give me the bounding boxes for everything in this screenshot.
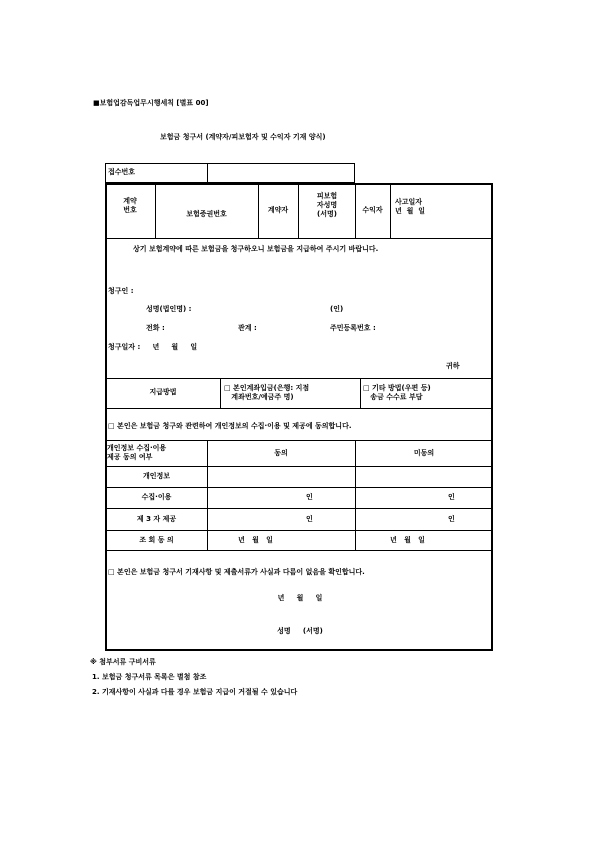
policy-no-label: 보험증권번호	[186, 210, 227, 218]
payment-method-label: 지급방법	[149, 388, 177, 396]
form-title: 보험금 청구서 (계약자/피보험자 및 수익자 기재 양식)	[160, 133, 326, 141]
contract-no-label: 계약 번호	[123, 197, 137, 214]
claimant-name-label: 성명(법인명) :	[146, 305, 192, 313]
consent-statement: □ 본인은 보험금 청구와 관련하여 개인정보의 수집·이용 및 제공에 동의합니다.	[108, 422, 352, 430]
consent-row-label: 개인정보	[142, 472, 171, 480]
claim-statement: 상기 보험계약에 따른 보험금을 청구하오니 보험금을 지급하여 주시기 바랍니다.	[133, 245, 379, 253]
confirm-statement: □ 본인은 보험금 청구서 기재사항 및 제출서류가 사실과 다름이 없음을 확인합니다.	[108, 568, 365, 576]
claimant-seal-label: (인)	[330, 305, 344, 313]
footer-note-title: ※ 첨부서류 구비서류	[90, 658, 156, 666]
consent-seal-agree[interactable]: 인	[306, 515, 313, 523]
claimant-relation-label: 관계 :	[238, 324, 257, 332]
footer-note: 2. 기재사항이 사실과 다를 경우 보험금 지급이 거절될 수 있습니다	[92, 688, 298, 696]
payment-option-account[interactable]: □ 본인계좌입금(은행: 지점 계좌번호/예금주 명)	[224, 384, 310, 401]
consent-row-label: 조 회 동 의	[139, 536, 174, 544]
consent-date-agree[interactable]: 년 월 일	[238, 536, 273, 544]
receipt-no-label: 접수번호	[108, 168, 136, 176]
confirm-signature[interactable]: 성명 (서명)	[277, 627, 323, 635]
claimant-label: 청구인 :	[108, 287, 134, 295]
consent-seal-agree[interactable]: 인	[306, 493, 313, 501]
consent-col-agree: 동의	[274, 449, 288, 457]
consent-table-header: 개인정보 수집·이용 제공 동의 여부	[107, 444, 167, 461]
confirm-date[interactable]: 년 월 일	[277, 594, 323, 602]
policyholder-label: 계약자	[267, 206, 289, 214]
consent-seal-disagree[interactable]: 인	[448, 515, 455, 523]
receipt-box	[105, 163, 355, 183]
accident-date-label: 사고일자 년 월 일	[395, 198, 426, 215]
consent-row-label: 수집·이용	[141, 493, 172, 501]
claim-date-line: 청구일자 : 년 월 일	[108, 343, 198, 351]
payment-option-other[interactable]: □ 기타 방법(우편 등) 송금 수수료 부담	[363, 384, 431, 401]
regulation-reference: ■보험업감독업무시행세칙 [별표 00]	[93, 99, 209, 107]
insured-label: 피보험 자성명 (서명)	[316, 192, 338, 218]
consent-col-disagree: 미동의	[413, 449, 435, 457]
consent-date-disagree[interactable]: 년 월 일	[390, 536, 425, 544]
recipient-label: 귀하	[446, 362, 460, 370]
claimant-id-label: 주민등록번호 :	[330, 324, 376, 332]
beneficiary-label: 수익자	[362, 206, 383, 214]
consent-row-label: 제 3 자 제공	[136, 515, 177, 523]
claimant-phone-label: 전화 :	[146, 324, 165, 332]
footer-note: 1. 보험금 청구서류 목록은 별첨 참조	[92, 673, 207, 681]
consent-seal-disagree[interactable]: 인	[448, 493, 455, 501]
